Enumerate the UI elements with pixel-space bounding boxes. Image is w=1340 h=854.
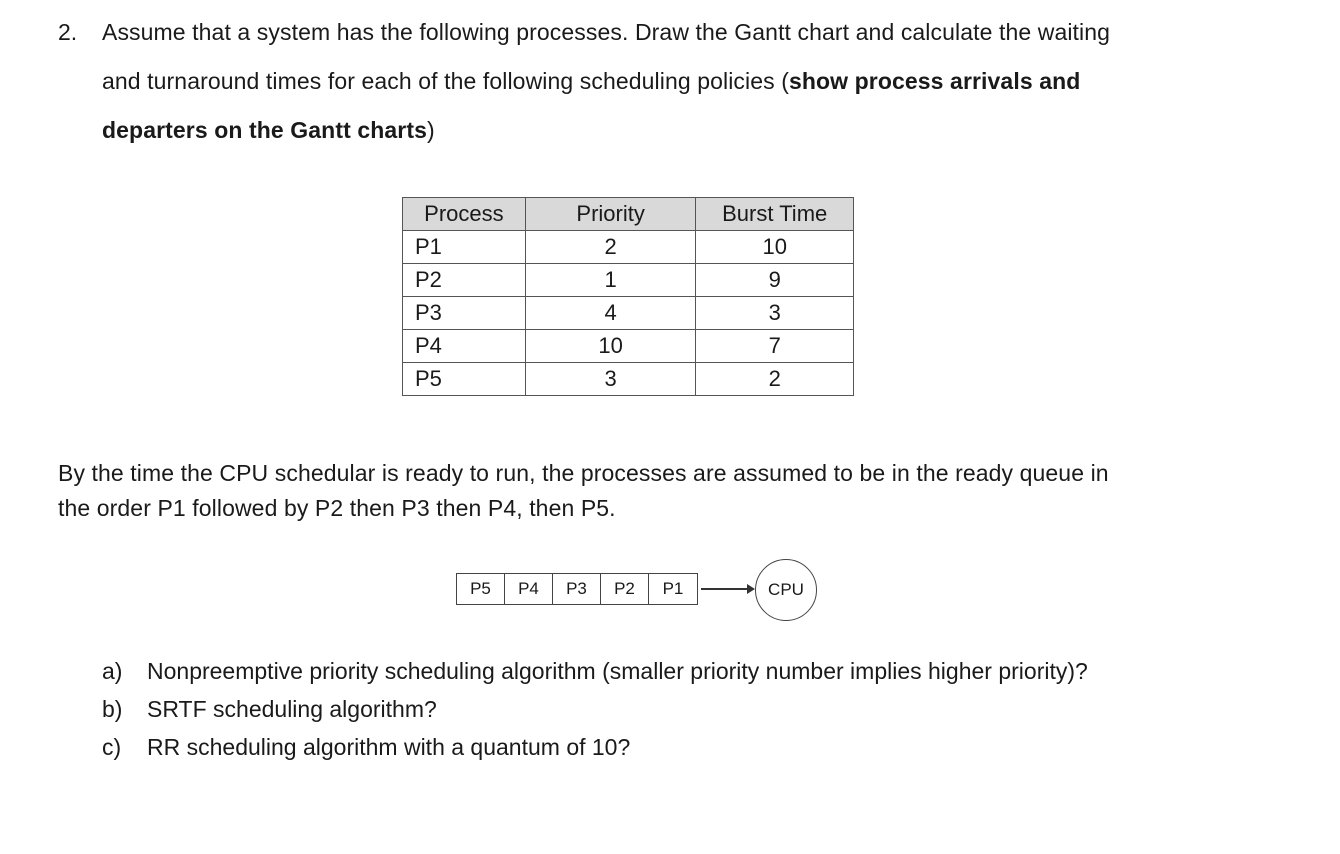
option-text: Nonpreemptive priority scheduling algorithm (smaller priority number implies higher priority)?	[147, 658, 1088, 684]
header-burst-time: Burst Time	[696, 198, 854, 231]
table-row	[403, 330, 854, 363]
process-table	[402, 197, 854, 396]
burst-cell: 7	[696, 330, 854, 363]
table-header-row	[403, 198, 854, 231]
priority-cell: 10	[525, 330, 696, 363]
header-process: Process	[403, 198, 526, 231]
header-priority: Priority	[525, 198, 696, 231]
question-line-3-bold: departers on the Gantt charts	[102, 117, 427, 143]
table-row	[403, 231, 854, 264]
burst-cell: 2	[696, 363, 854, 396]
queue-cell-p2: P2	[601, 574, 649, 604]
cpu-circle: CPU	[755, 559, 817, 621]
question-line-3	[102, 117, 435, 144]
process-cell: P3	[403, 297, 526, 330]
ready-queue	[456, 573, 698, 605]
priority-cell: 2	[525, 231, 696, 264]
queue-cell-p3: P3	[553, 574, 601, 604]
question-line-3-plain: )	[426, 117, 435, 143]
table-row	[403, 264, 854, 297]
queue-cell-p1: P1	[662, 579, 684, 598]
burst-cell: 10	[696, 231, 854, 264]
question-line-2-bold: show process arrivals and	[788, 68, 1081, 94]
question-number: 2.	[58, 19, 78, 45]
question-line-2-plain: and turnaround times for each of the following scheduling policies (	[102, 68, 789, 94]
queue-cell-p4: P4	[505, 574, 553, 604]
process-cell: P1	[403, 231, 526, 264]
question-line-1: Assume that a system has the following processes. Draw the Gantt chart and calculate the waiting	[102, 19, 1111, 45]
table-row	[403, 297, 854, 330]
option-label: b)	[102, 696, 123, 722]
priority-cell: 3	[525, 363, 696, 396]
option-text: SRTF scheduling algorithm?	[147, 696, 437, 722]
queue-arrow-line	[701, 588, 751, 590]
priority-cell: 4	[525, 297, 696, 330]
table-row	[403, 363, 854, 396]
arrow-head-icon	[747, 584, 755, 594]
process-cell: P4	[403, 330, 526, 363]
process-cell: P5	[403, 363, 526, 396]
option-label: a)	[102, 658, 123, 684]
burst-cell: 3	[696, 297, 854, 330]
option-label: c)	[102, 734, 122, 760]
question-line-2	[102, 68, 1080, 95]
paragraph-line-2: the order P1 followed by P2 then P3 then P4, then P5.	[58, 495, 616, 521]
burst-cell: 9	[696, 264, 854, 297]
priority-cell: 1	[525, 264, 696, 297]
queue-cell-p5: P5	[457, 574, 505, 604]
process-cell: P2	[403, 264, 526, 297]
option-text: RR scheduling algorithm with a quantum of 10?	[147, 734, 631, 760]
paragraph-line-1: By the time the CPU schedular is ready to run, the processes are assumed to be in the ready queue in	[58, 460, 1109, 486]
